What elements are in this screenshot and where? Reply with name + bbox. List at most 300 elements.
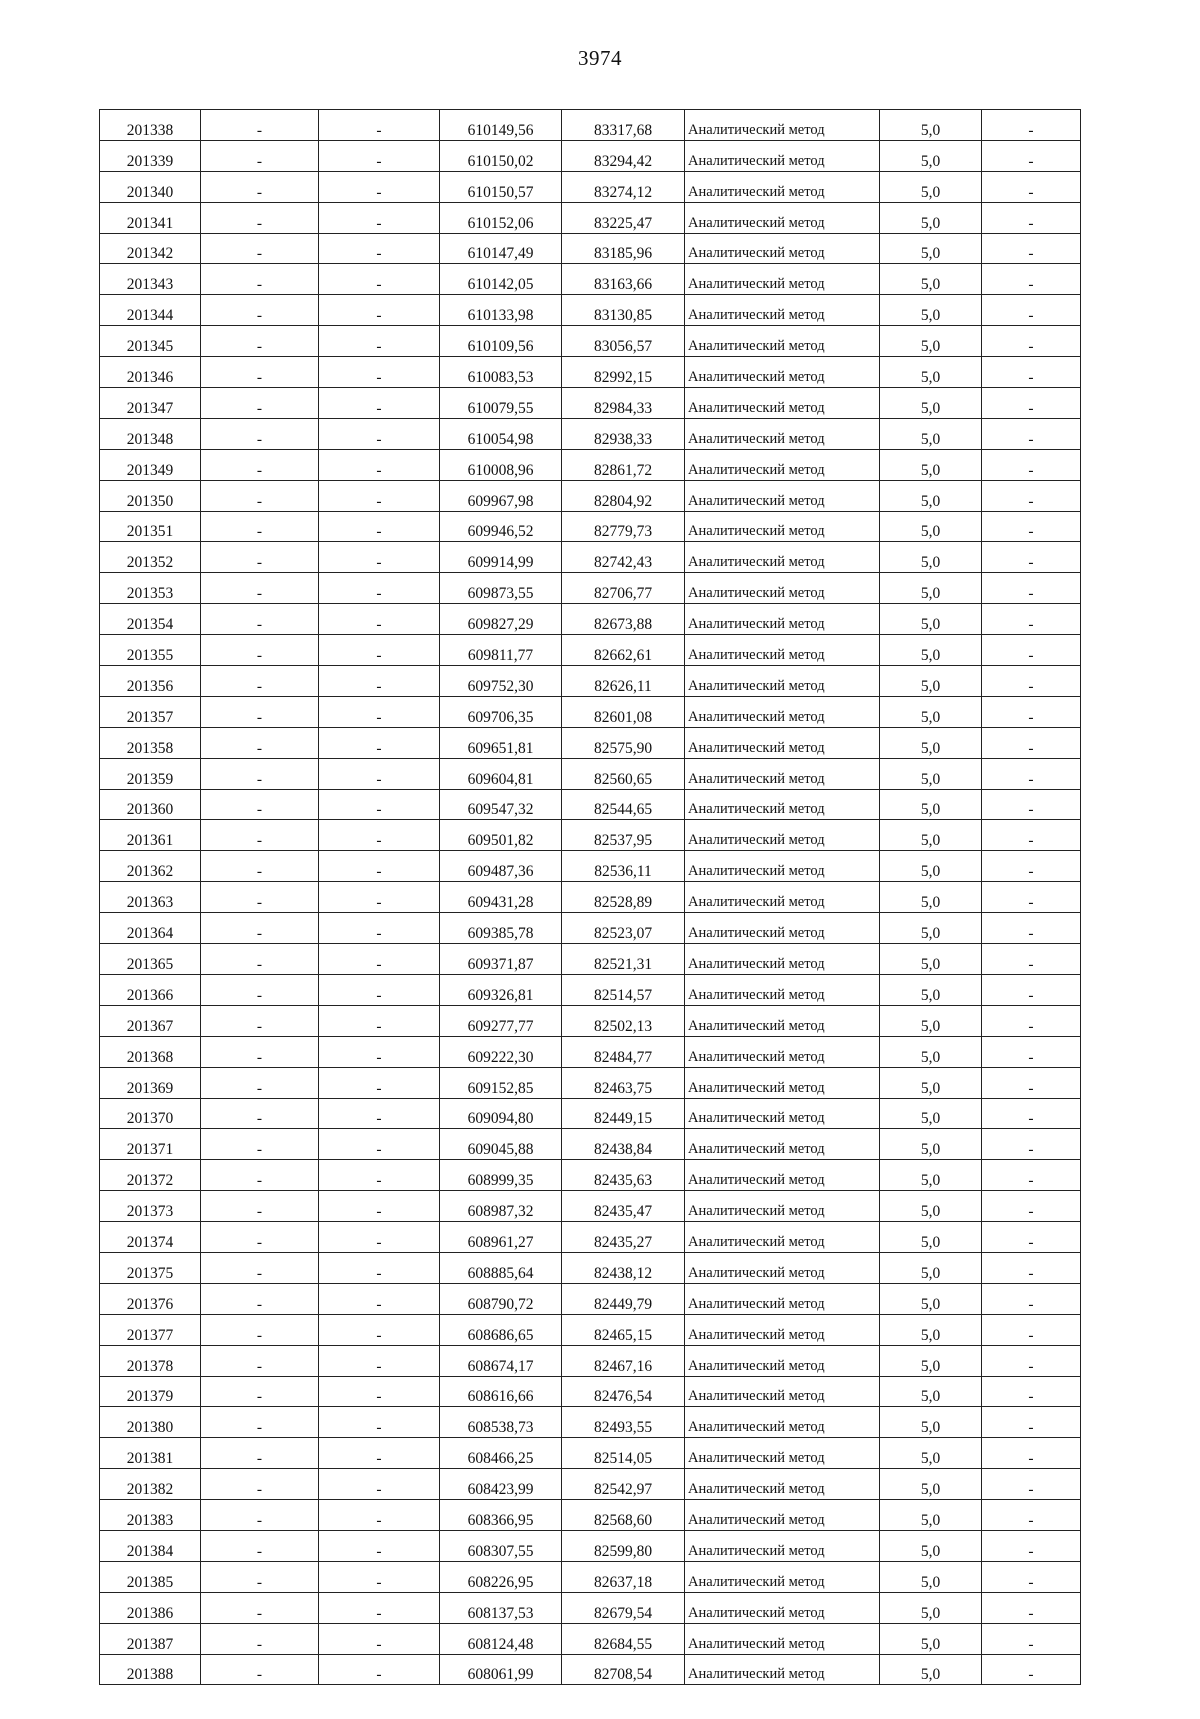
empty-cell-3: - [982, 1592, 1081, 1623]
table-row [100, 882, 1081, 913]
x-coordinate-cell: 609152,85 [440, 1067, 562, 1098]
empty-cell-1: - [201, 1407, 319, 1438]
table-row [100, 789, 1081, 820]
table-row [100, 511, 1081, 542]
empty-cell-1: - [201, 388, 319, 419]
table-row [100, 233, 1081, 264]
accuracy-cell: 5,0 [880, 140, 982, 171]
accuracy-cell: 5,0 [880, 295, 982, 326]
empty-cell-3: - [982, 1654, 1081, 1685]
empty-cell-2: - [319, 727, 440, 758]
table-row [100, 1252, 1081, 1283]
empty-cell-2: - [319, 1438, 440, 1469]
point-number-cell: 201380 [100, 1407, 201, 1438]
empty-cell-3: - [982, 1345, 1081, 1376]
empty-cell-1: - [201, 1222, 319, 1253]
empty-cell-1: - [201, 1098, 319, 1129]
method-cell: Аналитический метод [685, 1314, 880, 1345]
accuracy-cell: 5,0 [880, 1129, 982, 1160]
table-row [100, 1283, 1081, 1314]
method-cell: Аналитический метод [685, 418, 880, 449]
empty-cell-2: - [319, 1129, 440, 1160]
method-cell: Аналитический метод [685, 974, 880, 1005]
point-number-cell: 201381 [100, 1438, 201, 1469]
table-row [100, 1530, 1081, 1561]
y-coordinate-cell: 82984,33 [562, 388, 685, 419]
method-cell: Аналитический метод [685, 696, 880, 727]
empty-cell-2: - [319, 110, 440, 141]
method-cell: Аналитический метод [685, 635, 880, 666]
empty-cell-1: - [201, 604, 319, 635]
empty-cell-1: - [201, 1191, 319, 1222]
table-row [100, 1438, 1081, 1469]
y-coordinate-cell: 82514,57 [562, 974, 685, 1005]
y-coordinate-cell: 82449,79 [562, 1283, 685, 1314]
x-coordinate-cell: 609487,36 [440, 851, 562, 882]
accuracy-cell: 5,0 [880, 1500, 982, 1531]
point-number-cell: 201358 [100, 727, 201, 758]
empty-cell-1: - [201, 635, 319, 666]
empty-cell-2: - [319, 1314, 440, 1345]
point-number-cell: 201371 [100, 1129, 201, 1160]
x-coordinate-cell: 609706,35 [440, 696, 562, 727]
accuracy-cell: 5,0 [880, 944, 982, 975]
point-number-cell: 201360 [100, 789, 201, 820]
table-row [100, 696, 1081, 727]
table-row [100, 1191, 1081, 1222]
empty-cell-3: - [982, 882, 1081, 913]
method-cell: Аналитический метод [685, 666, 880, 697]
method-cell: Аналитический метод [685, 1252, 880, 1283]
empty-cell-3: - [982, 202, 1081, 233]
x-coordinate-cell: 608061,99 [440, 1654, 562, 1685]
empty-cell-2: - [319, 542, 440, 573]
accuracy-cell: 5,0 [880, 1098, 982, 1129]
empty-cell-3: - [982, 233, 1081, 264]
empty-cell-3: - [982, 1098, 1081, 1129]
x-coordinate-cell: 610083,53 [440, 357, 562, 388]
empty-cell-1: - [201, 326, 319, 357]
method-cell: Аналитический метод [685, 1376, 880, 1407]
point-number-cell: 201382 [100, 1469, 201, 1500]
empty-cell-2: - [319, 1160, 440, 1191]
y-coordinate-cell: 82449,15 [562, 1098, 685, 1129]
x-coordinate-cell: 608790,72 [440, 1283, 562, 1314]
y-coordinate-cell: 82804,92 [562, 480, 685, 511]
y-coordinate-cell: 82742,43 [562, 542, 685, 573]
method-cell: Аналитический метод [685, 604, 880, 635]
point-number-cell: 201350 [100, 480, 201, 511]
empty-cell-2: - [319, 171, 440, 202]
accuracy-cell: 5,0 [880, 666, 982, 697]
point-number-cell: 201354 [100, 604, 201, 635]
y-coordinate-cell: 82992,15 [562, 357, 685, 388]
x-coordinate-cell: 610008,96 [440, 449, 562, 480]
point-number-cell: 201353 [100, 573, 201, 604]
method-cell: Аналитический метод [685, 388, 880, 419]
y-coordinate-cell: 82706,77 [562, 573, 685, 604]
y-coordinate-cell: 82637,18 [562, 1561, 685, 1592]
method-cell: Аналитический метод [685, 1160, 880, 1191]
y-coordinate-cell: 82465,15 [562, 1314, 685, 1345]
x-coordinate-cell: 609385,78 [440, 913, 562, 944]
table-row [100, 1005, 1081, 1036]
method-cell: Аналитический метод [685, 573, 880, 604]
empty-cell-1: - [201, 264, 319, 295]
empty-cell-2: - [319, 295, 440, 326]
x-coordinate-cell: 609326,81 [440, 974, 562, 1005]
table-row [100, 449, 1081, 480]
accuracy-cell: 5,0 [880, 388, 982, 419]
point-number-cell: 201362 [100, 851, 201, 882]
empty-cell-2: - [319, 233, 440, 264]
accuracy-cell: 5,0 [880, 171, 982, 202]
empty-cell-1: - [201, 758, 319, 789]
x-coordinate-cell: 610109,56 [440, 326, 562, 357]
x-coordinate-cell: 608423,99 [440, 1469, 562, 1500]
table-row [100, 295, 1081, 326]
y-coordinate-cell: 82568,60 [562, 1500, 685, 1531]
point-number-cell: 201340 [100, 171, 201, 202]
empty-cell-2: - [319, 264, 440, 295]
empty-cell-1: - [201, 1469, 319, 1500]
x-coordinate-cell: 609811,77 [440, 635, 562, 666]
empty-cell-3: - [982, 727, 1081, 758]
x-coordinate-cell: 610142,05 [440, 264, 562, 295]
point-number-cell: 201378 [100, 1345, 201, 1376]
x-coordinate-cell: 609045,88 [440, 1129, 562, 1160]
point-number-cell: 201348 [100, 418, 201, 449]
empty-cell-2: - [319, 1469, 440, 1500]
empty-cell-1: - [201, 357, 319, 388]
method-cell: Аналитический метод [685, 1438, 880, 1469]
point-number-cell: 201369 [100, 1067, 201, 1098]
accuracy-cell: 5,0 [880, 758, 982, 789]
x-coordinate-cell: 610054,98 [440, 418, 562, 449]
x-coordinate-cell: 609431,28 [440, 882, 562, 913]
y-coordinate-cell: 82435,27 [562, 1222, 685, 1253]
table-row [100, 944, 1081, 975]
empty-cell-1: - [201, 1252, 319, 1283]
accuracy-cell: 5,0 [880, 264, 982, 295]
empty-cell-2: - [319, 1500, 440, 1531]
empty-cell-3: - [982, 388, 1081, 419]
empty-cell-1: - [201, 851, 319, 882]
empty-cell-1: - [201, 1005, 319, 1036]
empty-cell-2: - [319, 974, 440, 1005]
empty-cell-2: - [319, 1530, 440, 1561]
accuracy-cell: 5,0 [880, 1191, 982, 1222]
empty-cell-2: - [319, 418, 440, 449]
accuracy-cell: 5,0 [880, 1314, 982, 1345]
empty-cell-1: - [201, 295, 319, 326]
x-coordinate-cell: 610149,56 [440, 110, 562, 141]
method-cell: Аналитический метод [685, 542, 880, 573]
accuracy-cell: 5,0 [880, 1654, 982, 1685]
y-coordinate-cell: 82861,72 [562, 449, 685, 480]
empty-cell-3: - [982, 1252, 1081, 1283]
empty-cell-1: - [201, 1283, 319, 1314]
empty-cell-3: - [982, 1500, 1081, 1531]
y-coordinate-cell: 82673,88 [562, 604, 685, 635]
table-row [100, 727, 1081, 758]
point-number-cell: 201356 [100, 666, 201, 697]
method-cell: Аналитический метод [685, 1098, 880, 1129]
accuracy-cell: 5,0 [880, 727, 982, 758]
method-cell: Аналитический метод [685, 1407, 880, 1438]
empty-cell-3: - [982, 110, 1081, 141]
y-coordinate-cell: 82599,80 [562, 1530, 685, 1561]
point-number-cell: 201376 [100, 1283, 201, 1314]
empty-cell-2: - [319, 604, 440, 635]
empty-cell-3: - [982, 1623, 1081, 1654]
empty-cell-3: - [982, 944, 1081, 975]
table-row [100, 1592, 1081, 1623]
empty-cell-1: - [201, 1376, 319, 1407]
table-row [100, 1129, 1081, 1160]
table-row [100, 171, 1081, 202]
method-cell: Аналитический метод [685, 480, 880, 511]
table-row [100, 1469, 1081, 1500]
empty-cell-2: - [319, 758, 440, 789]
y-coordinate-cell: 82601,08 [562, 696, 685, 727]
method-cell: Аналитический метод [685, 1654, 880, 1685]
method-cell: Аналитический метод [685, 326, 880, 357]
empty-cell-2: - [319, 1252, 440, 1283]
table-row [100, 480, 1081, 511]
empty-cell-3: - [982, 1005, 1081, 1036]
x-coordinate-cell: 609651,81 [440, 727, 562, 758]
table-row [100, 635, 1081, 666]
y-coordinate-cell: 82493,55 [562, 1407, 685, 1438]
table-row [100, 542, 1081, 573]
empty-cell-3: - [982, 1376, 1081, 1407]
y-coordinate-cell: 82626,11 [562, 666, 685, 697]
empty-cell-2: - [319, 202, 440, 233]
method-cell: Аналитический метод [685, 727, 880, 758]
method-cell: Аналитический метод [685, 1005, 880, 1036]
y-coordinate-cell: 83317,68 [562, 110, 685, 141]
empty-cell-2: - [319, 913, 440, 944]
empty-cell-3: - [982, 1160, 1081, 1191]
point-number-cell: 201377 [100, 1314, 201, 1345]
empty-cell-1: - [201, 418, 319, 449]
x-coordinate-cell: 609604,81 [440, 758, 562, 789]
accuracy-cell: 5,0 [880, 851, 982, 882]
y-coordinate-cell: 82684,55 [562, 1623, 685, 1654]
page-number: 3974 [578, 46, 622, 70]
y-coordinate-cell: 83185,96 [562, 233, 685, 264]
y-coordinate-cell: 82521,31 [562, 944, 685, 975]
empty-cell-1: - [201, 944, 319, 975]
empty-cell-2: - [319, 1345, 440, 1376]
accuracy-cell: 5,0 [880, 696, 982, 727]
table-row [100, 604, 1081, 635]
point-number-cell: 201343 [100, 264, 201, 295]
point-number-cell: 201357 [100, 696, 201, 727]
accuracy-cell: 5,0 [880, 449, 982, 480]
method-cell: Аналитический метод [685, 1592, 880, 1623]
method-cell: Аналитический метод [685, 1623, 880, 1654]
point-number-cell: 201349 [100, 449, 201, 480]
empty-cell-1: - [201, 1623, 319, 1654]
table-row [100, 1500, 1081, 1531]
method-cell: Аналитический метод [685, 1129, 880, 1160]
accuracy-cell: 5,0 [880, 882, 982, 913]
point-number-cell: 201387 [100, 1623, 201, 1654]
table-row [100, 1036, 1081, 1067]
x-coordinate-cell: 608226,95 [440, 1561, 562, 1592]
empty-cell-2: - [319, 1036, 440, 1067]
y-coordinate-cell: 83294,42 [562, 140, 685, 171]
empty-cell-2: - [319, 480, 440, 511]
empty-cell-3: - [982, 666, 1081, 697]
empty-cell-3: - [982, 851, 1081, 882]
empty-cell-3: - [982, 635, 1081, 666]
empty-cell-1: - [201, 1067, 319, 1098]
point-number-cell: 201368 [100, 1036, 201, 1067]
empty-cell-1: - [201, 820, 319, 851]
empty-cell-3: - [982, 913, 1081, 944]
empty-cell-1: - [201, 140, 319, 171]
method-cell: Аналитический метод [685, 1283, 880, 1314]
x-coordinate-cell: 609827,29 [440, 604, 562, 635]
table-row [100, 110, 1081, 141]
table-row [100, 1623, 1081, 1654]
empty-cell-2: - [319, 789, 440, 820]
accuracy-cell: 5,0 [880, 789, 982, 820]
empty-cell-1: - [201, 882, 319, 913]
x-coordinate-cell: 608686,65 [440, 1314, 562, 1345]
y-coordinate-cell: 82528,89 [562, 882, 685, 913]
method-cell: Аналитический метод [685, 820, 880, 851]
empty-cell-2: - [319, 1283, 440, 1314]
empty-cell-3: - [982, 140, 1081, 171]
empty-cell-1: - [201, 974, 319, 1005]
y-coordinate-cell: 82502,13 [562, 1005, 685, 1036]
empty-cell-1: - [201, 913, 319, 944]
empty-cell-2: - [319, 326, 440, 357]
method-cell: Аналитический метод [685, 1191, 880, 1222]
empty-cell-2: - [319, 1098, 440, 1129]
empty-cell-1: - [201, 1036, 319, 1067]
x-coordinate-cell: 609222,30 [440, 1036, 562, 1067]
empty-cell-3: - [982, 573, 1081, 604]
empty-cell-1: - [201, 1160, 319, 1191]
y-coordinate-cell: 82523,07 [562, 913, 685, 944]
x-coordinate-cell: 608307,55 [440, 1530, 562, 1561]
table-row [100, 820, 1081, 851]
accuracy-cell: 5,0 [880, 542, 982, 573]
empty-cell-3: - [982, 480, 1081, 511]
empty-cell-3: - [982, 1036, 1081, 1067]
accuracy-cell: 5,0 [880, 974, 982, 1005]
point-number-cell: 201379 [100, 1376, 201, 1407]
x-coordinate-cell: 610150,02 [440, 140, 562, 171]
y-coordinate-cell: 82438,12 [562, 1252, 685, 1283]
table-row [100, 1654, 1081, 1685]
method-cell: Аналитический метод [685, 1500, 880, 1531]
x-coordinate-cell: 610079,55 [440, 388, 562, 419]
point-number-cell: 201367 [100, 1005, 201, 1036]
y-coordinate-cell: 82560,65 [562, 758, 685, 789]
point-number-cell: 201345 [100, 326, 201, 357]
point-number-cell: 201338 [100, 110, 201, 141]
point-number-cell: 201385 [100, 1561, 201, 1592]
empty-cell-3: - [982, 1469, 1081, 1500]
point-number-cell: 201361 [100, 820, 201, 851]
accuracy-cell: 5,0 [880, 1160, 982, 1191]
empty-cell-1: - [201, 542, 319, 573]
method-cell: Аналитический метод [685, 1469, 880, 1500]
empty-cell-1: - [201, 1129, 319, 1160]
method-cell: Аналитический метод [685, 357, 880, 388]
table-row [100, 357, 1081, 388]
empty-cell-3: - [982, 171, 1081, 202]
empty-cell-2: - [319, 357, 440, 388]
point-number-cell: 201344 [100, 295, 201, 326]
empty-cell-3: - [982, 295, 1081, 326]
x-coordinate-cell: 609914,99 [440, 542, 562, 573]
empty-cell-1: - [201, 573, 319, 604]
method-cell: Аналитический метод [685, 1345, 880, 1376]
method-cell: Аналитический метод [685, 882, 880, 913]
empty-cell-3: - [982, 542, 1081, 573]
table-row [100, 974, 1081, 1005]
y-coordinate-cell: 82575,90 [562, 727, 685, 758]
method-cell: Аналитический метод [685, 1067, 880, 1098]
y-coordinate-cell: 83163,66 [562, 264, 685, 295]
empty-cell-1: - [201, 1530, 319, 1561]
point-number-cell: 201363 [100, 882, 201, 913]
y-coordinate-cell: 82938,33 [562, 418, 685, 449]
empty-cell-1: - [201, 696, 319, 727]
y-coordinate-cell: 82536,11 [562, 851, 685, 882]
x-coordinate-cell: 608987,32 [440, 1191, 562, 1222]
accuracy-cell: 5,0 [880, 1623, 982, 1654]
empty-cell-1: - [201, 727, 319, 758]
x-coordinate-cell: 608137,53 [440, 1592, 562, 1623]
y-coordinate-cell: 83274,12 [562, 171, 685, 202]
empty-cell-3: - [982, 264, 1081, 295]
empty-cell-2: - [319, 511, 440, 542]
point-number-cell: 201365 [100, 944, 201, 975]
method-cell: Аналитический метод [685, 944, 880, 975]
method-cell: Аналитический метод [685, 449, 880, 480]
empty-cell-3: - [982, 696, 1081, 727]
x-coordinate-cell: 609094,80 [440, 1098, 562, 1129]
method-cell: Аналитический метод [685, 851, 880, 882]
x-coordinate-cell: 609501,82 [440, 820, 562, 851]
point-number-cell: 201388 [100, 1654, 201, 1685]
accuracy-cell: 5,0 [880, 1407, 982, 1438]
method-cell: Аналитический метод [685, 140, 880, 171]
table-row [100, 758, 1081, 789]
coordinates-table [99, 109, 1081, 1685]
empty-cell-3: - [982, 1191, 1081, 1222]
x-coordinate-cell: 609277,77 [440, 1005, 562, 1036]
empty-cell-1: - [201, 511, 319, 542]
empty-cell-3: - [982, 820, 1081, 851]
table-row [100, 388, 1081, 419]
accuracy-cell: 5,0 [880, 1036, 982, 1067]
empty-cell-2: - [319, 1005, 440, 1036]
x-coordinate-cell: 608616,66 [440, 1376, 562, 1407]
empty-cell-1: - [201, 1345, 319, 1376]
method-cell: Аналитический метод [685, 913, 880, 944]
y-coordinate-cell: 82476,54 [562, 1376, 685, 1407]
empty-cell-1: - [201, 110, 319, 141]
